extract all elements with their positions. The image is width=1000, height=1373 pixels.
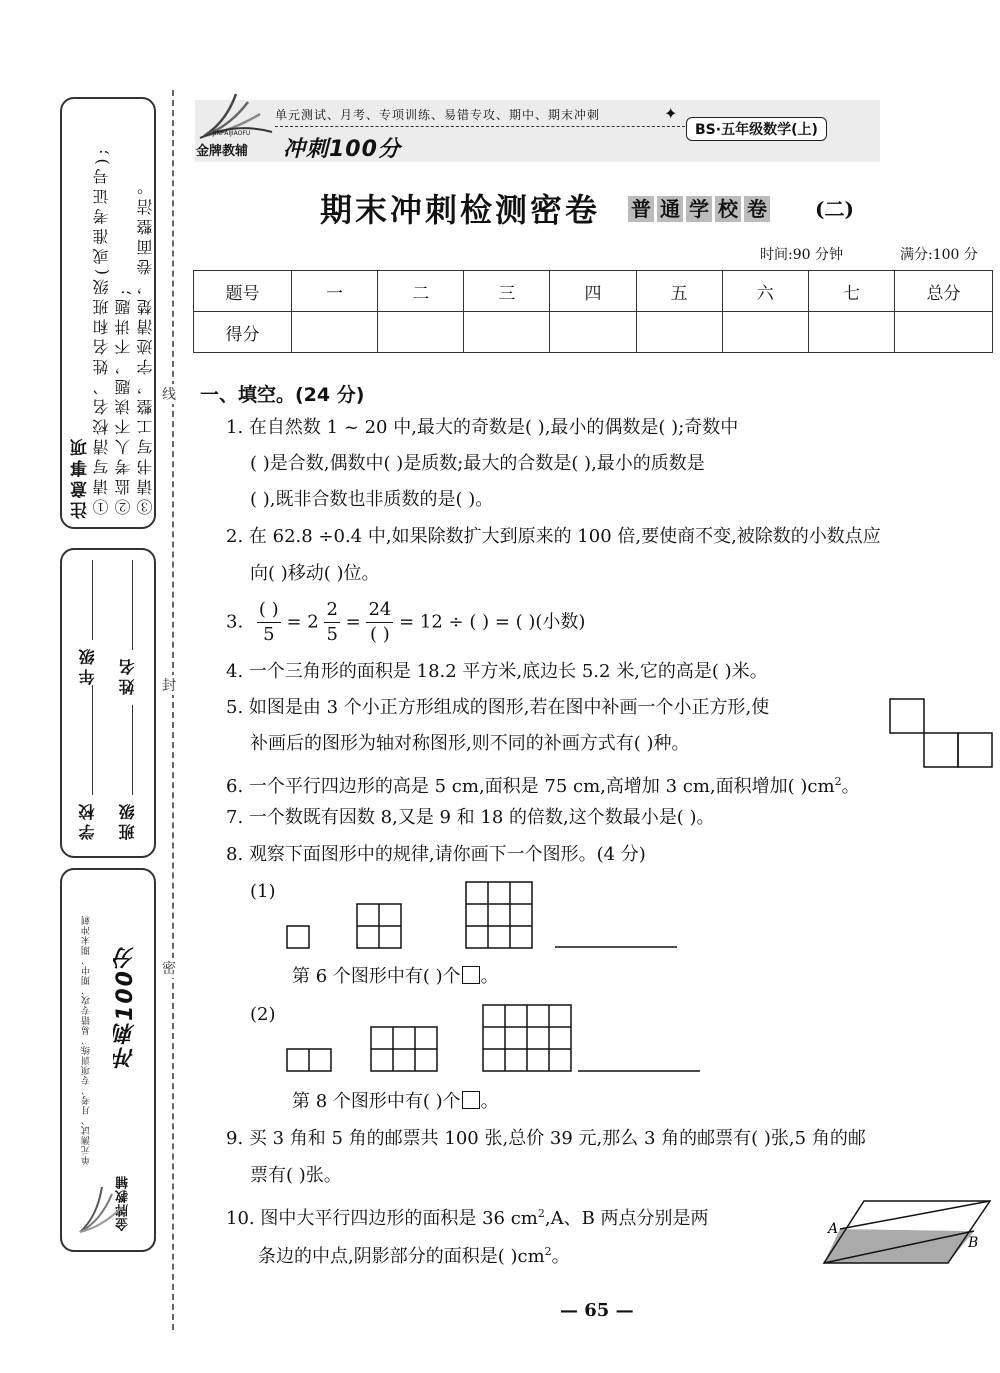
q3-fraction-1-numerator: ( ) [257, 598, 281, 623]
q4-line: 4. 一个三角形的面积是 18.2 平方米,底边长 5.2 米,它的高是( )米。 [226, 661, 768, 682]
q3-line [226, 598, 585, 647]
q8-line: 8. 观察下面图形中的规律,请你画下一个图形。(4 分) [226, 844, 646, 865]
score-input-cell[interactable] [378, 312, 464, 353]
score-table-cell: 题号 [194, 271, 292, 312]
sparkle-icon: ✦ [664, 104, 678, 123]
q9-line-2: 票有( )张。 [250, 1165, 342, 1186]
q10-superscript-1: 2 [537, 1207, 545, 1220]
cut-dashed-line [172, 90, 174, 1330]
q3-fraction-3 [366, 598, 393, 647]
small-square-icon [462, 1091, 480, 1109]
tag-char-4: 校 [715, 196, 741, 222]
q3-fraction-2-denominator: 5 [326, 624, 338, 645]
q3-fraction-1 [257, 598, 281, 647]
score-table-cell: 三 [464, 271, 550, 312]
paper-number: (二) [815, 197, 854, 221]
score-input-cell[interactable] [895, 312, 993, 353]
tag-char-5: 卷 [744, 196, 770, 222]
logo-name: 金牌教辅 [196, 144, 249, 159]
small-square-icon [462, 966, 480, 984]
q10-parallelogram-figure [822, 1195, 997, 1270]
q10-line-2 [258, 1240, 570, 1269]
brand-series-text: 单元测试、月考、专项训练、易错专攻、期中、期末冲刺 [82, 915, 92, 1165]
class-line [132, 705, 133, 795]
score-input-cell[interactable] [636, 312, 722, 353]
score-input-cell[interactable] [292, 312, 378, 353]
q8-2-answer-text: 第 8 个图形中有( )个 [292, 1091, 461, 1112]
q7-line: 7. 一个数既有因数 8,又是 9 和 18 的倍数,这个数最小是( )。 [226, 807, 715, 828]
header-series-text: 单元测试、月考、专项训练、易错专攻、期中、期末冲刺 [275, 108, 601, 122]
name-label: 姓名 [118, 655, 137, 695]
name-line [132, 560, 133, 650]
q6-end: 。 [841, 776, 860, 797]
score-input-cell[interactable] [808, 312, 894, 353]
cut-label-secret: 密 [162, 958, 176, 978]
score-input-cell[interactable] [722, 312, 808, 353]
q3-fraction-3-numerator: 24 [366, 598, 393, 623]
header-dashed-line [275, 126, 685, 127]
q10-text-1b: ,A、B 两点分别是两 [544, 1208, 709, 1229]
q8-2-figure-2 [371, 1027, 437, 1071]
q5-line-2: 补画后的图形为轴对称图形,则不同的补画方式有( )种。 [250, 733, 690, 754]
student-info-box [60, 548, 156, 858]
q8-part-2-label: (2) [250, 1004, 276, 1025]
brand-book-logo-icon [72, 1182, 132, 1242]
section-1-title: 一、填空。(24 分) [200, 384, 365, 406]
score-table-cell: 四 [550, 271, 636, 312]
q8-part-1-label: (1) [250, 881, 276, 902]
exam-time: 时间:90 分钟 [760, 247, 843, 263]
class-label: 班级 [118, 800, 137, 840]
q8-1-figure-1 [287, 926, 309, 948]
score-table-score-row [194, 312, 993, 353]
score-table-cell: 五 [636, 271, 722, 312]
q3-number: 3. [226, 611, 244, 633]
score-table-cell: 六 [722, 271, 808, 312]
q5-three-square-figure [888, 697, 998, 772]
q10-superscript-2: 2 [544, 1245, 552, 1258]
q8-part-1-answer [292, 965, 499, 989]
q8-1-answer-end: 。 [480, 966, 499, 987]
q2-line-1: 2. 在 62.8 ÷0.4 中,如果除数扩大到原来的 100 倍,要使商不变,被除数的小数点应 [226, 526, 881, 547]
cut-label-seal: 封 [162, 675, 176, 695]
q1-line-2: ( )是合数,偶数中( )是质数;最大的合数是( ),最小的质数是 [250, 453, 705, 474]
score-table-cell: 得分 [194, 312, 292, 353]
notice-item-1: ①请写清校名、姓名和班级(或准考证号); [92, 145, 111, 515]
q8-2-answer-end: 。 [480, 1091, 499, 1112]
q10-line-1 [226, 1202, 709, 1231]
grade-line [92, 560, 93, 640]
q10-point-a-label: A [828, 1221, 839, 1237]
q6-superscript: 2 [834, 775, 842, 788]
q3-equals-2: = [345, 611, 361, 633]
tag-char-3: 学 [686, 196, 712, 222]
q8-2-figure-1 [287, 1049, 331, 1071]
grade-label: 年级 [78, 645, 97, 685]
q5-line-1: 5. 如图是由 3 个小正方形组成的图形,若在图中补画一个小正方形,使 [226, 697, 770, 718]
brand-slogan-text: 冲刺100分 [113, 945, 138, 1069]
q8-part-2-answer [292, 1090, 499, 1114]
q10-point-b-label: B [968, 1235, 979, 1251]
q3-fraction-2-numerator: 2 [324, 598, 339, 623]
q3-fraction-2 [324, 598, 339, 647]
school-label: 学校 [78, 800, 97, 840]
q1-line-1: 1. 在自然数 1 ~ 20 中,最大的奇数是( ),最小的偶数是( );奇数中 [226, 417, 739, 438]
page-number: — 65 — [560, 1300, 634, 1321]
exam-full-score: 满分:100 分 [900, 247, 978, 263]
notice-item-3: ③请书写工整，字迹清楚，卷面整洁。 [136, 175, 155, 515]
q8-part-1-pattern [285, 875, 685, 950]
score-table-cell: 一 [292, 271, 378, 312]
q8-2-figure-3 [483, 1005, 571, 1071]
school-type-tag [628, 196, 773, 222]
score-table-cell: 总分 [895, 271, 993, 312]
q10-text-2: 条边的中点,阴影部分的面积是( )cm [258, 1246, 545, 1267]
logo-pinyin: JINPAIJIAOFU [213, 130, 251, 137]
q8-part-2-pattern [285, 1000, 705, 1075]
page-title: 期末冲刺检测密卷 [320, 191, 601, 229]
cut-label-line: 线 [162, 384, 176, 404]
logo-slogan: 冲刺100分 [283, 137, 401, 162]
q1-line-3: ( ),既非合数也非质数的是( )。 [250, 489, 494, 510]
score-input-cell[interactable] [464, 312, 550, 353]
q8-1-figure-3 [466, 882, 532, 948]
q2-line-2: 向( )移动( )位。 [250, 563, 380, 584]
notice-label: 注意事项 [71, 435, 91, 519]
grade-badge: BS·五年级数学(上) [686, 117, 827, 141]
tag-char-2: 通 [657, 196, 683, 222]
q8-1-figure-2 [357, 904, 401, 948]
school-line [92, 685, 93, 795]
q9-line-1: 9. 买 3 角和 5 角的邮票共 100 张,总价 39 元,那么 3 角的邮票有( )张,5 角的邮 [226, 1128, 866, 1149]
score-table-cell: 七 [808, 271, 894, 312]
tag-char-1: 普 [628, 196, 654, 222]
q8-1-answer-text: 第 6 个图形中有( )个 [292, 966, 461, 987]
score-table [193, 270, 993, 353]
q3-equals-1: = 2 [286, 611, 319, 633]
q10-text-2b: 。 [551, 1246, 570, 1267]
q3-fraction-3-denominator: ( ) [370, 624, 390, 645]
notice-item-2: ②监考人不读题，不讲题; [114, 285, 133, 515]
q10-text-1: 10. 图中大平行四边形的面积是 36 cm [226, 1208, 538, 1229]
q3-rest: = 12 ÷ ( ) = ( )(小数) [399, 611, 586, 633]
q6-line [226, 770, 860, 799]
brand-name-text: 金牌教辅 [116, 1175, 131, 1231]
score-table-header-row [194, 271, 993, 312]
score-input-cell[interactable] [550, 312, 636, 353]
q6-text: 6. 一个平行四边形的高是 5 cm,面积是 75 cm,高增加 3 cm,面积增加( )cm [226, 776, 835, 797]
score-table-cell: 二 [378, 271, 464, 312]
q3-fraction-1-denominator: 5 [263, 624, 275, 645]
